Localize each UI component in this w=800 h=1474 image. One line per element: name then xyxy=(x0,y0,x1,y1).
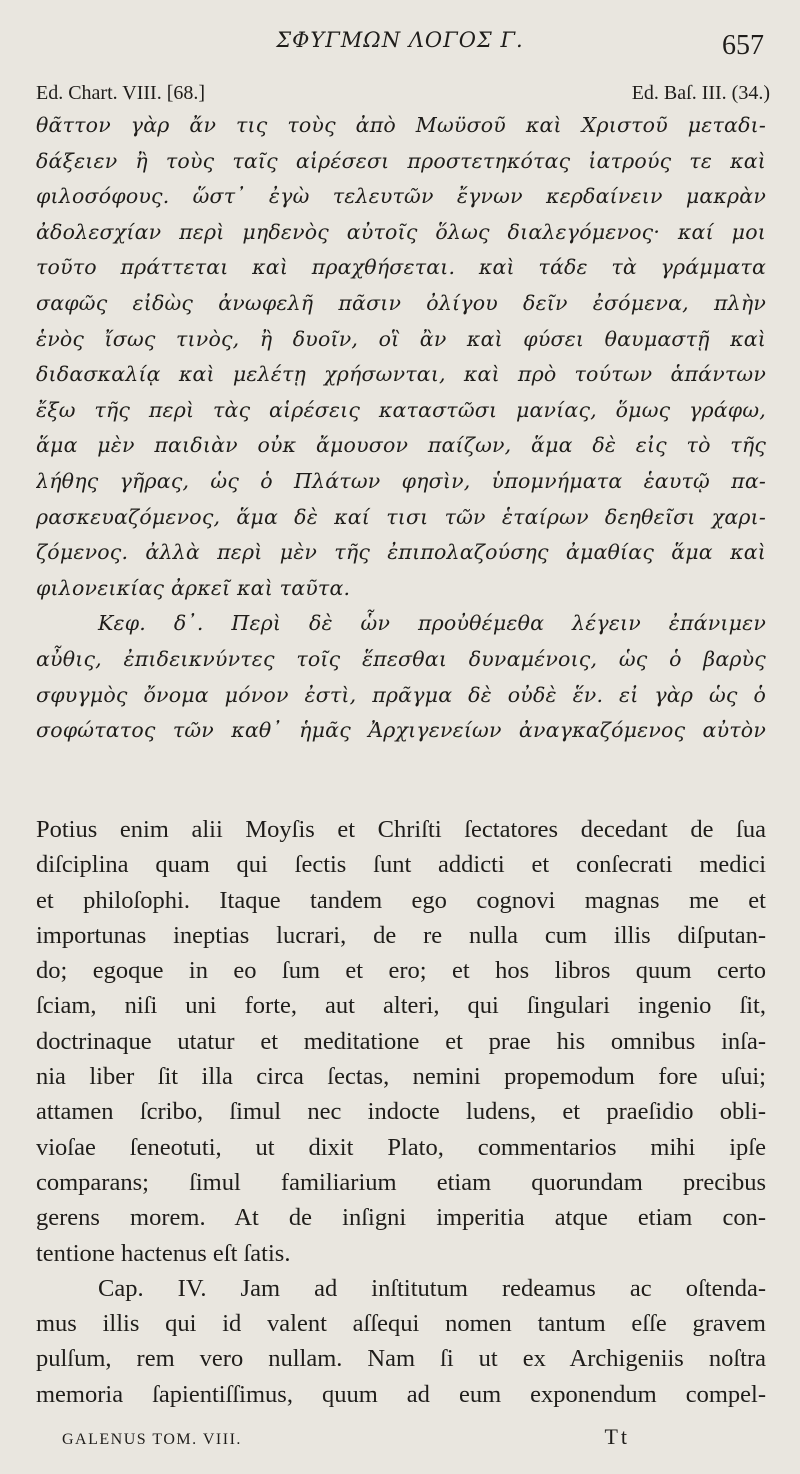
gathering-mark: Tt xyxy=(604,1424,630,1449)
latin-line: nia liber ſit illa circa ſectas, nemini propemodum fore uſui; xyxy=(36,1063,766,1091)
greek-line: διδασκαλίᾳ καὶ μελέτῃ χρήσωνται, καὶ πρὸ τούτων ἁπάντων xyxy=(36,362,766,387)
page-number: 657 xyxy=(722,30,764,61)
latin-chapter-heading-line: Cap. IV. Jam ad inſtitutum redeamus ac oſtenda- xyxy=(98,1274,766,1302)
greek-line: θᾶττον γὰρ ἄν τις τοὺς ἀπὸ Μωϋσοῦ καὶ Χριστοῦ μεταδι- xyxy=(36,113,766,137)
greek-line: φιλονεικίας ἀρκεῖ καὶ ταῦτα. xyxy=(36,575,351,600)
greek-line: ἔξω τῆς περὶ τὰς αἱρέσεις καταστῶσι μανίας, ὅμως γράφω, xyxy=(36,397,766,422)
latin-line: mus illis qui id valent aſſequi nomen tantum eſſe gravem xyxy=(36,1310,766,1338)
latin-line: et philoſophi. Itaque tandem ego cognovi magnas me et xyxy=(36,886,766,914)
edition-references xyxy=(36,82,770,105)
greek-line: ρασκευαζόμενος, ἅμα δὲ καί τισι τῶν ἑταίρων δεηθεῖσι χαρι- xyxy=(36,504,766,529)
greek-line: ζόμενος. ἀλλὰ περὶ μὲν τῆς ἐπιπολαζούσης ἀμαθίας ἅμα καὶ xyxy=(36,540,766,565)
latin-line: pulſum, rem vero nullam. Nam ſi ut ex Archigeniis noſtra xyxy=(36,1345,766,1373)
greek-line: τοῦτο πράττεται καὶ πραχθήσεται. καὶ τάδε τὰ γράμματα xyxy=(36,255,766,280)
latin-line: ſciam, niſi uni forte, aut alteri, qui ſingulari ingenio ſit, xyxy=(36,992,766,1020)
latin-line: doctrinaque utatur et meditatione et prae his omnibus inſa- xyxy=(36,1027,766,1055)
greek-line: σαφῶς εἰδὼς ἀνωφελῆ πᾶσιν ὀλίγου δεῖν ἐσόμενα, πλὴν xyxy=(36,290,766,315)
running-head: ΣΦΥΓΜΩΝ ΛΟΓΟΣ Γ. xyxy=(276,28,524,52)
latin-line: do; egoque in eo ſum et ero; et hos libros quum certo xyxy=(36,957,766,985)
greek-chapter-heading-line: Κεφ. δ᾽. Περὶ δὲ ὧν προὐθέμεθα λέγειν ἐπάνιμεν xyxy=(98,611,766,636)
greek-line: λήθης γῆρας, ὡς ὁ Πλάτων φησὶν, ὑπομνήματα ἑαυτῷ πα- xyxy=(36,468,766,493)
volume-signature: GALENUS TOM. VIII. xyxy=(62,1431,242,1448)
latin-line: gerens morem. At de inſigni imperitia atque etiam con- xyxy=(36,1204,766,1232)
greek-text-block xyxy=(36,108,766,749)
greek-line: αὖθις, ἐπιδεικνύντες τοῖς ἕπεσθαι δυναμένοις, ὡς ὁ βαρὺς xyxy=(36,646,766,671)
latin-line: vioſae ſeneotuti, ut dixit Plato, commentarios mihi ipſe xyxy=(36,1133,766,1161)
greek-line: σοφώτατος τῶν καθ᾽ ἡμᾶς Ἀρχιγενείων ἀναγκαζόμενος αὐτὸν xyxy=(36,718,766,743)
latin-line: Potius enim alii Moyſis et Chriſti ſectatores decedant de ſua xyxy=(36,816,766,843)
greek-line: δάξειεν ἢ τοὺς ταῖς αἱρέσεσι προστετηκότας ἰατρούς τε καὶ xyxy=(36,148,766,173)
edition-chartier: Ed. Chart. VIII. [68.] xyxy=(36,82,206,104)
greek-line: ἅμα μὲν παιδιὰν οὐκ ἄμουσον παίζων, ἅμα δὲ εἰς τὸ τῆς xyxy=(36,433,766,458)
greek-line: ἀδολεσχίαν περὶ μηδενὸς αὐτοῖς ὅλως διαλεγόμενος· καί μοι xyxy=(36,219,766,244)
latin-line: memoria ſapientiſſimus, quum ad eum exponendum compel- xyxy=(36,1380,766,1408)
greek-line: φιλοσόφους. ὥστ᾽ ἐγὼ τελευτῶν ἔγνων κερδαίνειν μακρὰν xyxy=(36,184,766,209)
latin-line: diſciplina quam qui ſectis ſunt addicti et conſecrati medici xyxy=(36,851,766,879)
greek-line: σφυγμὸς ὄνομα μόνον ἐστὶ, πρᾶγμα δὲ οὐδὲ ἕν. εἰ γὰρ ὡς ὁ xyxy=(36,682,766,707)
greek-line: ἑνὸς ἴσως τινὸς, ἢ δυοῖν, οἳ ἂν καὶ φύσει θαυμαστῇ καὶ xyxy=(36,326,766,351)
latin-line: attamen ſcribo, ſimul nec indocte ludens, et praeſidio obli- xyxy=(36,1098,766,1126)
latin-text-block xyxy=(36,812,766,1412)
latin-line: importunas ineptias lucrari, de re nulla cum illis diſputan- xyxy=(36,921,766,949)
latin-line: comparans; ſimul familiarium etiam quorundam precibus xyxy=(36,1168,766,1196)
page-footer xyxy=(62,1424,630,1450)
latin-line: tentione hactenus eſt ſatis. xyxy=(36,1239,291,1267)
edition-basel: Ed. Baſ. III. (34.) xyxy=(631,82,770,104)
